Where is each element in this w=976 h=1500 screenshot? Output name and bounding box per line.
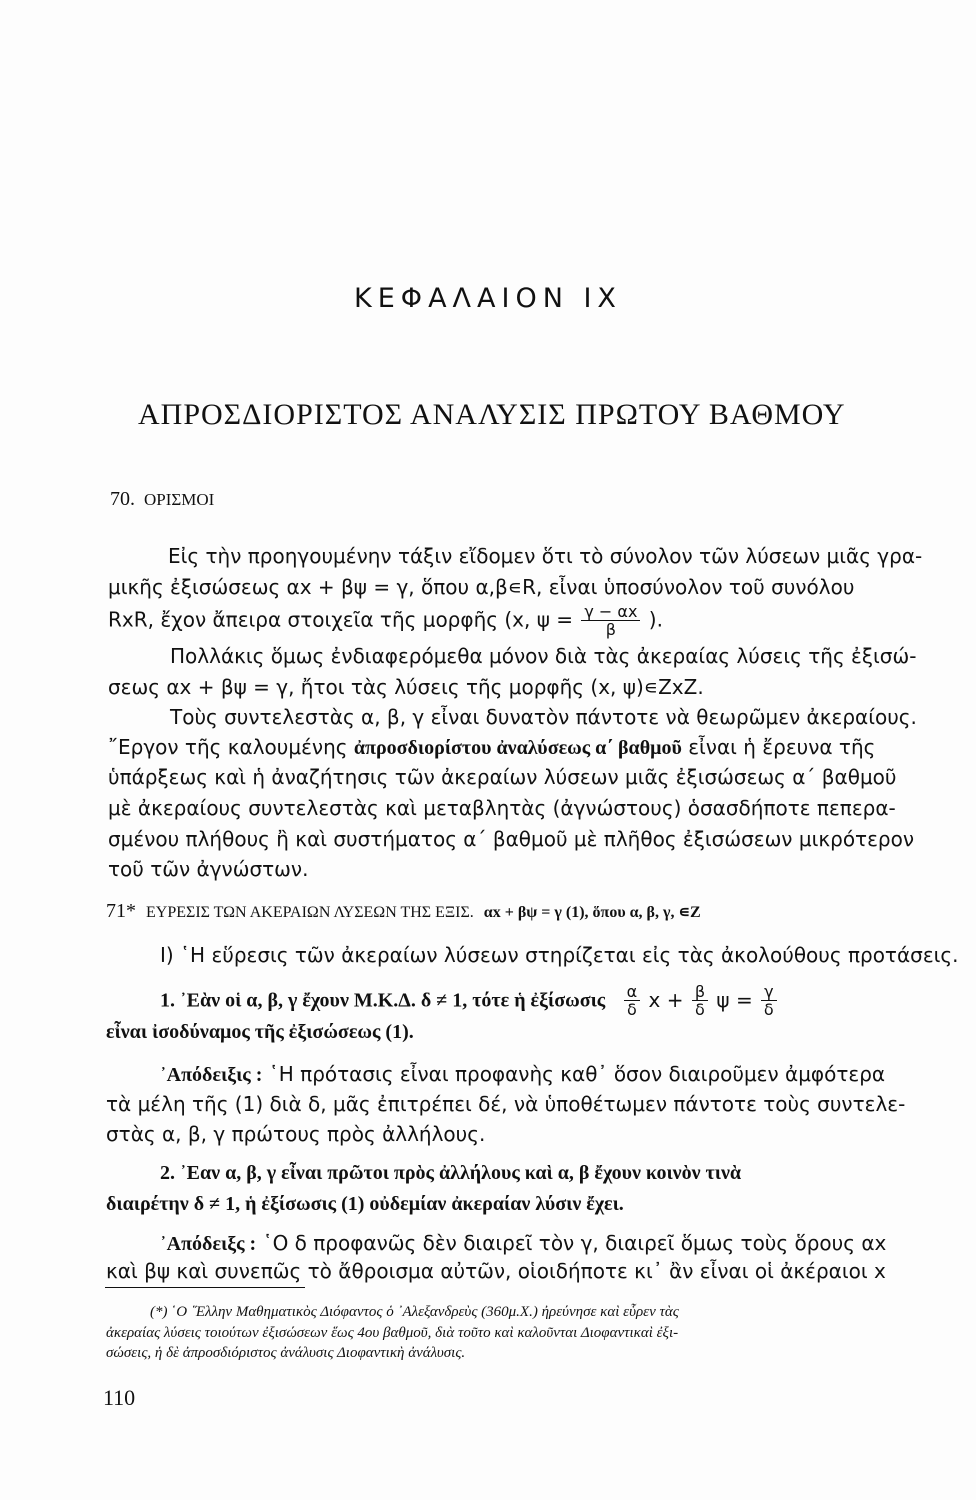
- text-span: ῎Εργον τῆς καλουμένης: [108, 735, 348, 759]
- page-number: 110: [103, 1385, 136, 1410]
- fraction: [624, 984, 641, 1018]
- footnote-divider: [105, 1287, 305, 1288]
- paragraph-line: σμένου πλήθους ἢ καὶ συστήματος α΄ βαθμοῦ μὲ πλῆθος ἐξισώσεων μικρότερον: [108, 827, 915, 851]
- text-span: ψ =: [716, 987, 753, 1012]
- section-71-heading: [106, 900, 701, 923]
- fraction-denominator: δ: [695, 1000, 705, 1019]
- text-span: ῾Η πρότασις εἶναι προφανὴς καθ᾿ ὅσον διαιροῦμεν ἀμφότερα: [268, 1062, 886, 1086]
- paragraph-line: καὶ βψ καὶ συνεπῶς τὸ ἄθροισμα αὐτῶν, οἱοιδήποτε κι᾿ ἂν εἶναι οἱ ἀκέραιοι x: [106, 1259, 886, 1283]
- section-equation: αx + βψ = γ (1),: [483, 904, 589, 921]
- paragraph-line: Ι) ῾Η εὕρεσις τῶν ἀκεραίων λύσεων στηρίζεται εἰς τὰς ἀκολούθους προτάσεις.: [160, 943, 959, 967]
- paragraph-line: Πολλάκις ὅμως ἐνδιαφερόμεθα μόνον διὰ τὰς ἀκεραίας λύσεις τῆς ἐξισώ-: [170, 644, 917, 668]
- bold-term: ἀπροσδιορίστου ἀναλύσεως α΄ βαθμοῦ: [353, 737, 682, 759]
- paragraph-line: μικῆς ἐξισώσεως αx + βψ = γ, ὅπου α,β∊R, εἶναι ὑποσύνολον τοῦ συνόλου: [108, 575, 855, 599]
- paragraph-line: μὲ ἀκεραίους συντελεστὰς καὶ μεταβλητὰς (ἀγνώστους) ὁσασδήποτε πεπερα-: [108, 796, 896, 820]
- proposition-line: 2. ᾿Εαν α, β, γ εἶναι πρῶτοι πρὸς ἀλλήλους καὶ α, β ἔχουν κοινὸν τινὰ: [160, 1162, 742, 1184]
- proposition-text: 1. ᾿Εὰν οἱ α, β, γ ἔχουν Μ.Κ.Δ. δ ≠ 1, τότε ἡ ἐξίσωσις: [160, 989, 606, 1012]
- section-title: ΕΥΡΕΣΙΣ ΤΩΝ ΑΚΕΡΑΙΩΝ ΛΥΣΕΩΝ ΤΗΣ ΕΞΙΣ.: [146, 904, 474, 921]
- paragraph-line: Εἰς τὴν προηγουμένην τάξιν εἴδομεν ὅτι τὸ σύνολον τῶν λύσεων μιᾶς γρα-: [168, 544, 923, 568]
- text-span: εἶναι ἡ ἔρευνα τῆς: [688, 735, 876, 759]
- footnote-line: σώσεις, ἡ δὲ ἀπροσδιόριστος ἀνάλυσις Διοφαντικὴ ἀνάλυσις.: [106, 1345, 466, 1361]
- section-70-heading: [110, 488, 214, 511]
- section-number: 70.: [110, 488, 135, 510]
- chapter-heading: ΚΕΦΑΛΑΙΟΝ ΙΧ: [354, 283, 622, 314]
- text-span: x +: [648, 987, 684, 1012]
- proof-2-line: [160, 1231, 886, 1256]
- paragraph-line: τοῦ τῶν ἀγνώστων.: [108, 857, 309, 881]
- text-span: ).: [648, 607, 663, 632]
- equation: [622, 982, 779, 1019]
- paragraph-line: ὑπάρξεως καὶ ἡ ἀναζήτησις τῶν ἀκεραίων λύσεων μιᾶς ἐξισώσεως α΄ βαθμοῦ: [108, 765, 897, 789]
- fraction-denominator: δ: [626, 1000, 637, 1019]
- fraction-numerator: α: [624, 984, 641, 1001]
- footnote-line: ἀκεραίας λύσεις τοιούτων ἐξισώσεων ἕως 4ου βαθμοῦ, διὰ τοῦτο καὶ καλοῦνται Διοφαντικαὶ ἐξι-: [106, 1325, 679, 1341]
- paragraph-line: Τοὺς συντελεστὰς α, β, γ εἶναι δυνατὸν πάντοτε νὰ θεωρῶμεν ἀκεραίους.: [170, 705, 917, 729]
- fraction: [581, 604, 640, 638]
- section-title: ΟΡΙΣΜΟΙ: [144, 490, 215, 509]
- section-tail: ὅπου α, β, γ, ∊Z: [592, 904, 701, 921]
- paragraph-line: σεως αx + βψ = γ, ἤτοι τὰς λύσεις τῆς μορφῆς (x, ψ)∊ZxZ.: [108, 675, 704, 699]
- section-number: 71*: [106, 900, 136, 922]
- proof-1-line: [160, 1062, 885, 1087]
- proposition-line: εἶναι ἰσοδύναμος τῆς ἐξισώσεως (1).: [106, 1021, 414, 1043]
- footnote-line: (*) ῾Ο ῞Ελλην Μαθηματικὸς Διόφαντος ὁ ᾿Αλεξανδρεὺς (360μ.Χ.) ἠρεύνησε καὶ εὗρεν τὰς: [150, 1304, 679, 1320]
- fraction-numerator: γ − αx: [581, 604, 640, 621]
- chapter-title: ΑΠΡΟΣΔΙΟΡΙΣΤΟΣ ΑΝΑΛΥΣΙΣ ΠΡΩΤΟΥ ΒΑΘΜΟΥ: [138, 398, 846, 431]
- paragraph-line: τὰ μέλη τῆς (1) διὰ δ, μᾶς ἐπιτρέπει δέ, νὰ ὑποθέτωμεν πάντοτε τοὺς συντελε-: [106, 1092, 906, 1116]
- fraction-denominator: β: [605, 620, 616, 639]
- text-span: RxR, ἔχον ἄπειρα στοιχεῖα τῆς μορφῆς (x, ψ =: [108, 607, 573, 632]
- text-span: ῾Ο δ προφανῶς δὲν διαιρεῖ τὸν γ, διαιρεῖ ὅμως τοὺς ὅρους αx: [262, 1231, 887, 1255]
- proof-label: ᾿Απόδειξς :: [160, 1233, 257, 1255]
- fraction-numerator: β: [692, 984, 708, 1001]
- proof-label: ᾿Απόδειξις :: [160, 1064, 263, 1086]
- paragraph-line-with-fraction: [108, 604, 663, 638]
- fraction-denominator: δ: [763, 1000, 774, 1019]
- fraction: [761, 984, 776, 1018]
- paragraph-line: στὰς α, β, γ πρώτους πρὸς ἀλλήλους.: [106, 1122, 486, 1146]
- fraction-numerator: γ: [761, 984, 776, 1001]
- fraction: [692, 984, 708, 1018]
- paragraph-line-with-bold: [108, 735, 875, 760]
- proposition-1-line: [160, 984, 779, 1018]
- proposition-line: διαιρέτην δ ≠ 1, ἡ ἐξίσωσις (1) οὐδεμίαν ἀκεραίαν λύσιν ἔχει.: [106, 1193, 624, 1215]
